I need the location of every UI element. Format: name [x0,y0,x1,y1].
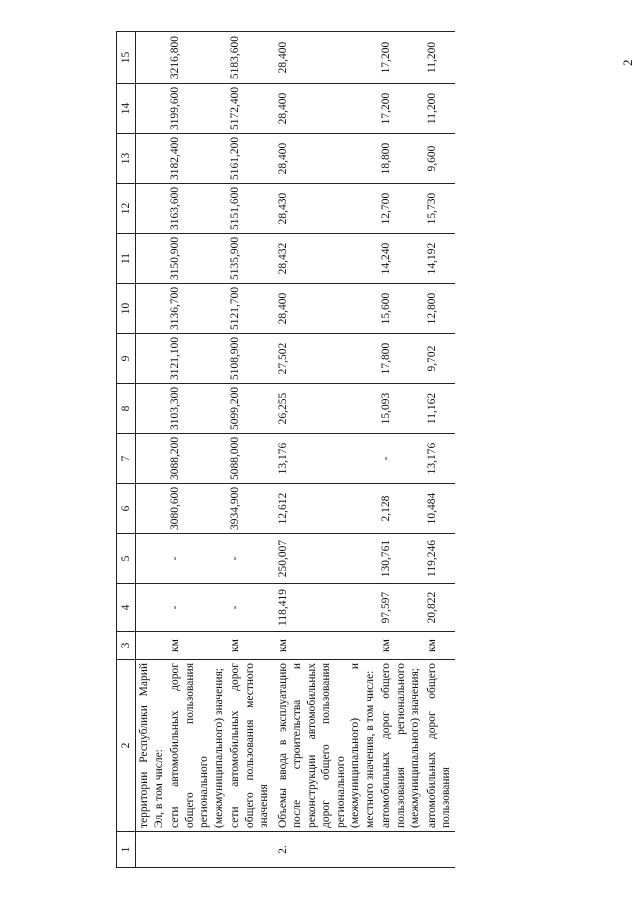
row-name: территории Республики Марий Эл, в том числе: [136,660,168,832]
row-unit: км [273,632,379,660]
cell-value: - [227,534,273,584]
cell-value [136,134,168,184]
column-number: 3 [117,632,136,660]
cell-value: 28,400 [273,284,379,334]
cell-value: 2,128 [378,484,424,534]
cell-value [136,184,168,234]
row-unit: км [227,632,273,660]
cell-value: 17,800 [378,334,424,384]
row-name: сети автомобильных дорог общего пользования регионального (межмуниципального) значения; [167,660,227,832]
cell-value: 28,400 [273,84,379,134]
cell-value: 12,700 [378,184,424,234]
row-index [424,832,455,868]
cell-value: 5151,600 [227,184,273,234]
cell-value: 5183,600 [227,32,273,84]
cell-value: 10,484 [424,484,455,534]
cell-value: 3163,600 [167,184,227,234]
column-number: 13 [117,134,136,184]
row-index [167,832,227,868]
row-unit: км [424,632,455,660]
page-number: 2 [620,59,635,66]
table-row [227,32,273,868]
cell-value: 3080,600 [167,484,227,534]
cell-value: 26,255 [273,384,379,434]
cell-value: - [167,584,227,632]
column-number-row [117,32,136,868]
cell-value [136,584,168,632]
cell-value: 97,597 [378,584,424,632]
cell-value: 9,600 [424,134,455,184]
cell-value: 14,240 [378,234,424,284]
cell-value [136,84,168,134]
cell-value: 27,502 [273,334,379,384]
row-index [227,832,273,868]
cell-value: 5135,900 [227,234,273,284]
row-unit: км [378,632,424,660]
cell-value [136,534,168,584]
row-name: сети автомобильных дорог общего пользования местного значения [227,660,273,832]
row-index: 2. [273,832,379,868]
cell-value: 28,432 [273,234,379,284]
cell-value: - [227,584,273,632]
cell-value: 11,200 [424,32,455,84]
row-index [136,832,168,868]
column-number: 12 [117,184,136,234]
cell-value: 13,176 [424,434,455,484]
column-number: 2 [117,660,136,832]
column-number: 9 [117,334,136,384]
cell-value [136,32,168,84]
column-number: 1 [117,832,136,868]
cell-value: 17,200 [378,84,424,134]
rotated-table-container [116,32,455,868]
cell-value: 11,200 [424,84,455,134]
table-row [378,32,424,868]
row-index [378,832,424,868]
table-row [273,32,379,868]
cell-value: 20,822 [424,584,455,632]
column-number: 6 [117,484,136,534]
cell-value: 5121,700 [227,284,273,334]
cell-value: 3103,300 [167,384,227,434]
cell-value: 17,200 [378,32,424,84]
row-name: автомобильных дорог общего пользования регионального (межмуниципального) значения; [378,660,424,832]
column-number: 7 [117,434,136,484]
cell-value: 15,730 [424,184,455,234]
cell-value: 119,246 [424,534,455,584]
cell-value: 28,430 [273,184,379,234]
cell-value: 3088,200 [167,434,227,484]
cell-value [136,434,168,484]
cell-value [136,484,168,534]
cell-value [136,334,168,384]
cell-value: 5161,200 [227,134,273,184]
row-name: Объемы ввода в эксплуатацию после строительства и реконструкции автомобильных дорог общего пользования регионального (межмуниципального) и местного значения, в том числе: [273,660,379,832]
road-indicators-table [116,31,455,868]
cell-value [136,384,168,434]
cell-value: 12,612 [273,484,379,534]
cell-value: 250,007 [273,534,379,584]
cell-value: 3199,600 [167,84,227,134]
cell-value: 14,192 [424,234,455,284]
cell-value: - [167,534,227,584]
cell-value: 5088,000 [227,434,273,484]
table-row [167,32,227,868]
cell-value: 11,162 [424,384,455,434]
cell-value: 3150,900 [167,234,227,284]
column-number: 10 [117,284,136,334]
cell-value: 28,400 [273,32,379,84]
column-number: 5 [117,534,136,584]
table-row [136,32,168,868]
column-number: 8 [117,384,136,434]
cell-value: 5099,200 [227,384,273,434]
cell-value: 3216,800 [167,32,227,84]
cell-value: 3121,100 [167,334,227,384]
column-number: 15 [117,32,136,84]
row-name: автомобильных дорог общего пользования [424,660,455,832]
cell-value: 3934,900 [227,484,273,534]
table-row [424,32,455,868]
cell-value: 18,800 [378,134,424,184]
cell-value: 12,800 [424,284,455,334]
column-number: 11 [117,234,136,284]
cell-value: 3182,400 [167,134,227,184]
column-number: 14 [117,84,136,134]
cell-value: 5108,900 [227,334,273,384]
row-unit [136,632,168,660]
row-unit: км [167,632,227,660]
cell-value: 3136,700 [167,284,227,334]
cell-value: - [378,434,424,484]
cell-value: 28,400 [273,134,379,184]
cell-value: 13,176 [273,434,379,484]
cell-value: 130,761 [378,534,424,584]
cell-value [136,234,168,284]
cell-value: 9,702 [424,334,455,384]
cell-value: 15,600 [378,284,424,334]
column-number: 4 [117,584,136,632]
cell-value [136,284,168,334]
cell-value: 15,093 [378,384,424,434]
cell-value: 5172,400 [227,84,273,134]
cell-value: 118,419 [273,584,379,632]
